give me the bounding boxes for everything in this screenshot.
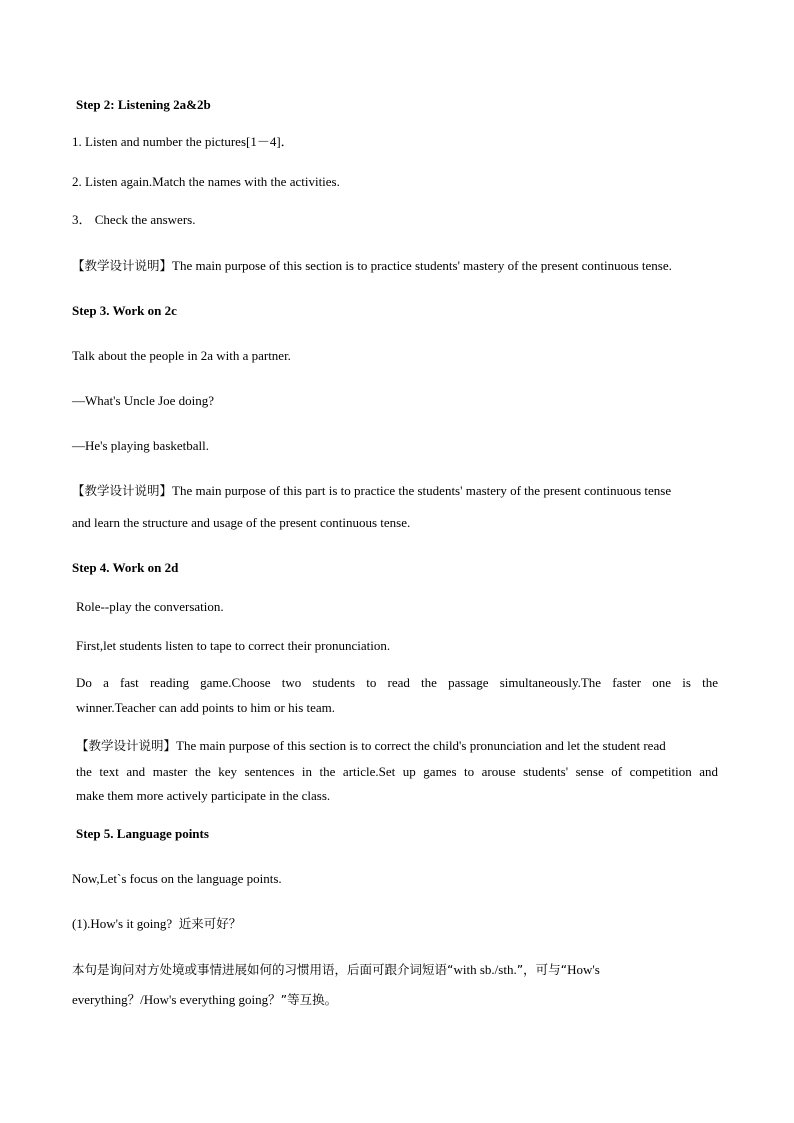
design-note-label: 【教学设计说明】 (72, 483, 173, 498)
explanation-phrase: /How's everything going (140, 992, 269, 1007)
step4-design-note-line-2: the text and master the key sentences in the article.Set up games to arouse students' sense of competition and (76, 764, 718, 779)
design-note-label: 【教学设计说明】 (76, 738, 177, 753)
step4-line-2: First,let students listen to tape to correct their pronunciation. (76, 638, 391, 653)
design-note-text: The main purpose of this part is to practice the students' mastery of the present continuous tense (172, 483, 672, 498)
step2-design-note (72, 257, 672, 275)
explanation-phrase: with sb./sth. (453, 962, 517, 977)
step4-line-1: Role--play the conversation. (76, 599, 224, 614)
step2-item-3: 3． Check the answers. (72, 212, 196, 227)
step3-design-note-line-2: and learn the structure and usage of the present continuous tense. (72, 515, 411, 530)
explanation-text: ？ (127, 992, 141, 1007)
explanation-phrase: How's (567, 962, 600, 977)
step5-heading: Step 5. Language points (76, 826, 209, 841)
step5-explanation-line-1 (72, 961, 600, 979)
step5-intro: Now,Let`s focus on the language points. (72, 871, 282, 886)
point-1-chinese: 近来可好？ (178, 916, 242, 931)
step3-design-note (72, 482, 722, 500)
step4-paragraph-line-1: Do a fast reading game.Choose two students to read the passage simultaneously.The faster one is the (76, 675, 718, 690)
step4-heading: Step 4. Work on 2d (72, 560, 179, 575)
design-note-text: The main purpose of this section is to practice students' mastery of the present continuous tense. (172, 258, 672, 273)
design-note-label: 【教学设计说明】 (72, 258, 173, 273)
step2-item-1: 1. Listen and number the pictures[1－4]． (72, 134, 294, 149)
explanation-text: ？”等互换。 (268, 992, 338, 1007)
step5-point-1 (72, 915, 241, 933)
explanation-text: ”，可与“ (516, 962, 568, 977)
step3-heading: Step 3. Work on 2c (72, 303, 177, 318)
design-note-text: The main purpose of this section is to correct the child's pronunciation and let the student read (176, 738, 666, 753)
explanation-phrase: everything (72, 992, 128, 1007)
step3-instruction: Talk about the people in 2a with a partner. (72, 348, 291, 363)
step3-dialogue-line-1: —What's Uncle Joe doing? (72, 393, 215, 408)
step2-item-2: 2. Listen again.Match the names with the activities. (72, 174, 340, 189)
step4-design-note-line-3: make them more actively participate in the class. (76, 788, 331, 803)
explanation-text: 本句是询问对方处境或事情进展如何的习惯用语，后面可跟介词短语“ (72, 962, 454, 977)
point-1-english: (1).How's it going? (72, 916, 173, 931)
step4-paragraph-line-2: winner.Teacher can add points to him or his team. (76, 700, 336, 715)
step4-design-note (76, 737, 666, 755)
step5-explanation-line-2 (72, 991, 337, 1009)
step3-dialogue-line-2: —He's playing basketball. (72, 438, 210, 453)
step2-heading: Step 2: Listening 2a&2b (76, 97, 211, 112)
